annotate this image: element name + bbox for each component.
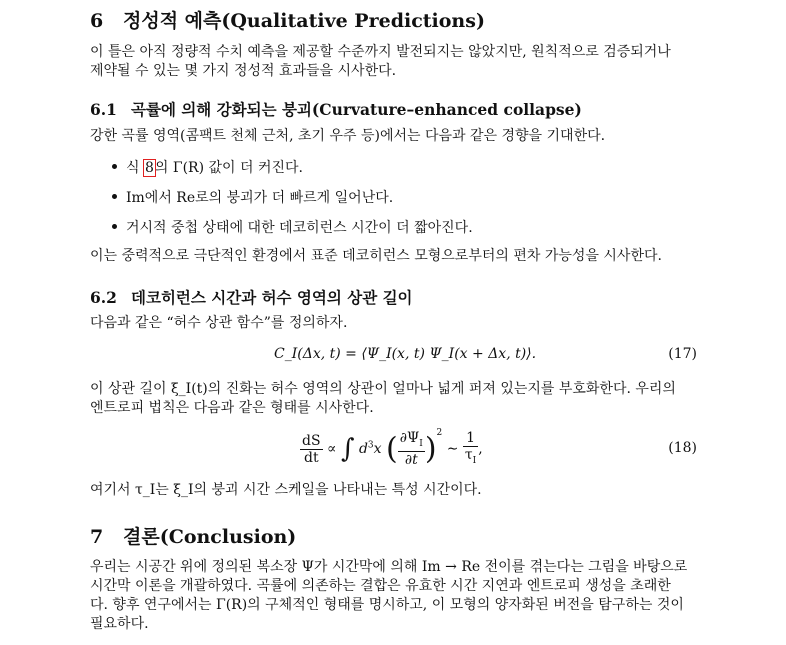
equation-18-inner-fraction: $\frac{\partial\Psi_I}{\partial t}$ — [399, 429, 423, 469]
subsection-6-2-number: 6.2 — [90, 288, 117, 307]
equation-reference-link[interactable]: 8 — [144, 160, 154, 176]
subsection-6-1-number: 6.1 — [90, 100, 117, 119]
bullet-marker-2 — [112, 194, 117, 199]
subsection-6-2-paragraph-line-1: 이 상관 길이 ξ_I(t)의 진화는 허수 영역의 상관이 얼마나 넓게 퍼져 있는지를 부호화한다. 우리의 — [90, 381, 676, 397]
section-6-title: 정성적 예측(Qualitative Predictions) — [123, 10, 485, 32]
subsection-6-1-heading — [90, 98, 582, 120]
bullet-marker-1 — [112, 164, 117, 169]
equation-17-number: (17) — [668, 346, 697, 362]
subsection-6-1-title: 곡률에 의해 강화되는 붕괴(Curvature–enhanced collapse) — [131, 100, 582, 119]
bullet-1-prefix: 식 — [126, 160, 144, 176]
equation-18-rhs-fraction: $\frac{1}{\tau_I}$ — [464, 429, 477, 466]
section-6-heading — [90, 6, 485, 33]
subsection-6-2-heading — [90, 286, 413, 308]
equation-17: C_I(Δx, t) = ⟨Ψ_I(x, t) Ψ_I(x + Δx, t)⟩. — [274, 346, 537, 362]
equation-18-number: (18) — [668, 440, 697, 456]
section-7-line-1: 우리는 시공간 위에 정의된 복소장 Ψ가 시간막에 의해 Im → Re 전이를 겪는다는 그림을 바탕으로 — [90, 559, 688, 575]
section-6-intro-line-2: 제약될 수 있는 몇 가지 정성적 효과들을 시사한다. — [90, 63, 397, 79]
subsection-6-1-lead: 강한 곡률 영역(콤팩트 천체 근처, 초기 우주 등)에서는 다음과 같은 경향을 기대한다. — [90, 128, 606, 144]
section-7-line-3: 다. 향후 연구에서는 Γ(R)의 구체적인 형태를 명시하고, 이 모형의 양자화된 버전을 탐구하는 것이 — [90, 597, 684, 613]
section-6-number: 6 — [90, 10, 104, 32]
equation-18-lhs-fraction: $\frac{dS}{dt}$ — [302, 432, 321, 466]
subsection-6-2-title: 데코히런스 시간과 허수 영역의 상관 길이 — [131, 288, 413, 307]
bullet-item-1 — [126, 157, 303, 177]
section-7-number: 7 — [90, 526, 104, 548]
subsection-6-2-after: 여기서 τ_I는 ξ_I의 붕괴 시간 스케일을 나타내는 특성 시간이다. — [90, 482, 482, 498]
section-7-line-2: 시간막 이론을 개괄하였다. 곡률에 의존하는 결합은 유효한 시간 지연과 엔트로피 생성을 초래한 — [90, 578, 671, 594]
bullet-item-2: Im에서 Re로의 붕괴가 더 빠르게 일어난다. — [126, 190, 394, 206]
equation-18: $\frac{dS}{dt}$ ∝ ∫ $d^3x$ ( $\frac{\partial\Psi_I}{\partial t}$ )$^2$ ∼ $\frac{1}{\tau_I}$ , — [302, 428, 483, 469]
bullet-marker-3 — [112, 224, 117, 229]
section-7-title: 결론(Conclusion) — [123, 526, 297, 548]
bullet-1-suffix: 의 Γ(R) 값이 더 커진다. — [154, 160, 304, 176]
subsection-6-2-paragraph — [90, 380, 695, 418]
section-7-line-4: 필요하다. — [90, 616, 149, 632]
section-7-paragraph — [90, 558, 695, 634]
subsection-6-2-lead: 다음과 같은 “허수 상관 함수”를 정의하자. — [90, 315, 348, 331]
bullet-item-3: 거시적 중첩 상태에 대한 데코히런스 시간이 더 짧아진다. — [126, 220, 473, 236]
section-7-heading — [90, 522, 296, 549]
subsection-6-1-closing: 이는 중력적으로 극단적인 환경에서 표준 데코히런스 모형으로부터의 편차 가능성을 시사한다. — [90, 248, 662, 264]
section-6-intro-line-1: 이 틀은 아직 정량적 수치 예측을 제공할 수준까지 발전되지는 않았지만, 원칙적으로 검증되거나 — [90, 44, 671, 60]
subsection-6-2-paragraph-line-2: 엔트로피 법칙은 다음과 같은 형태를 시사한다. — [90, 400, 374, 416]
section-6-intro — [90, 43, 695, 81]
